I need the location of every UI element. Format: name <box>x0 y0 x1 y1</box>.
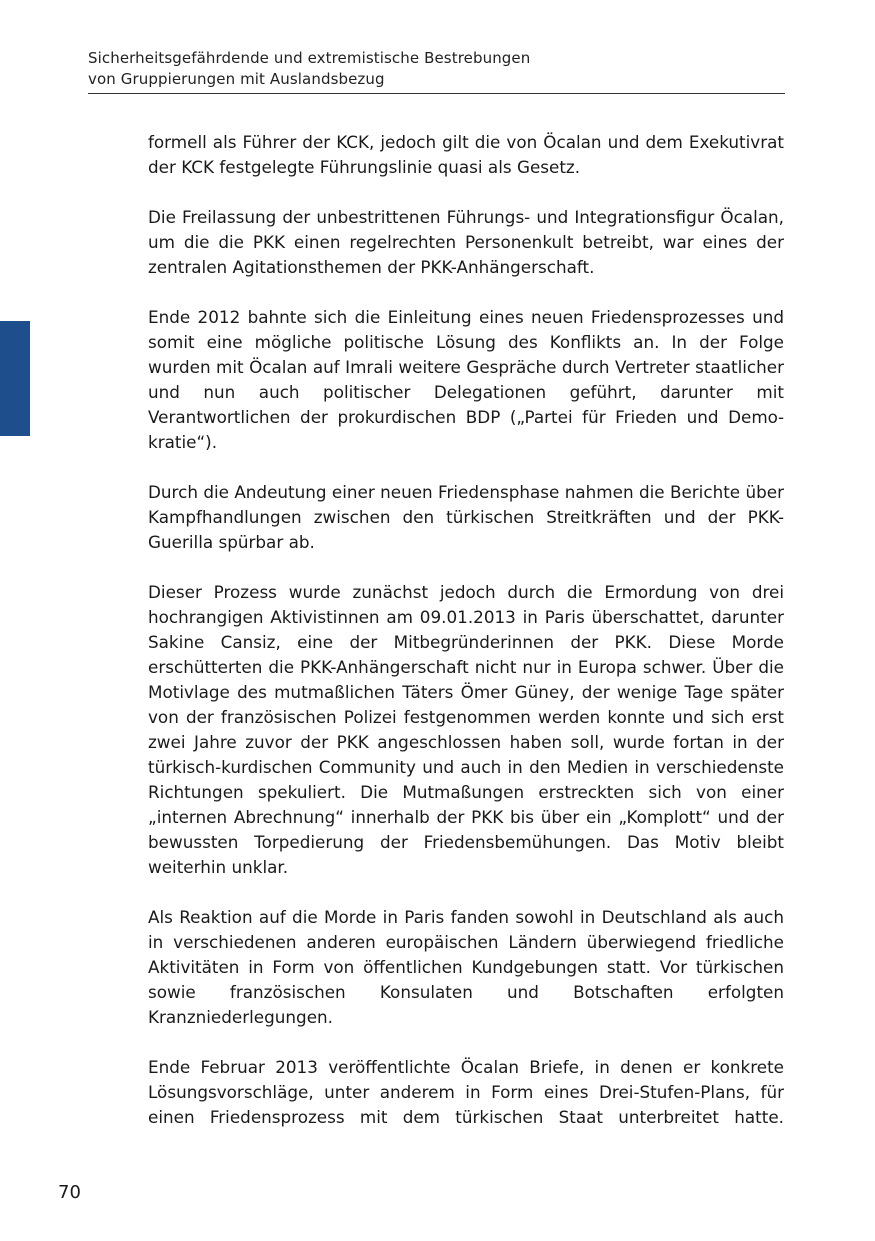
paragraph: Dieser Prozess wurde zunächst jedoch durch die Ermordung von drei hochrangigen Aktivistinnen am 09.01.2013 in Paris überschattet, darunter Sakine Cansiz, eine der Mitbegründerinnen der PKK. Diese Morde erschütterten die PKK-Anhängerschaft nicht nur in Europa schwer. Über die Motivlage des mutmaßlichen Täters Ömer Güney, der wenige Tage später von der französischen Polizei festgenommen werden konnte und sich erst zwei Jahre zuvor der PKK angeschlossen haben soll, wurde fortan in der türkisch-kurdischen Community und auch in den Medien in verschiedenste Richtungen spekuliert. Die Mutmaßungen erstreckten sich von einer „internen Abrechnung“ innerhalb der PKK bis über ein „Komplott“ und der bewussten Torpedierung der Friedensbemühungen. Das Motiv bleibt weiterhin unklar. <box>148 582 784 877</box>
running-header-line-2: von Gruppierungen mit Auslandsbezug <box>88 70 385 88</box>
paragraph: formell als Führer der KCK, jedoch gilt die von Öcalan und dem Exekutivrat der KCK festgelegte Führungslinie quasi als Gesetz. <box>148 132 784 177</box>
paragraph: Die Freilassung der unbestrittenen Führungs- und Integrationsfigur Öcalan, um die die PKK einen regelrechten Personenkult betreibt, war eines der zentralen Agitationsthemen der PKK-Anhängerschaft. <box>148 207 784 277</box>
paragraph: Ende Februar 2013 veröffentlichte Öcalan Briefe, in denen er konkrete Lösungsvorschläge, unter anderem in Form eines Drei-Stufen-Plans, für einen Friedensprozess mit dem türkischen Staat unterbreitet hatte. <box>148 1057 784 1127</box>
header-divider <box>88 93 785 94</box>
running-header-line-1: Sicherheitsgefährdende und extremistische Bestrebungen <box>88 49 531 67</box>
running-header <box>88 48 785 90</box>
chapter-side-tab <box>0 321 30 436</box>
body-text <box>148 130 784 1155</box>
paragraph: Ende 2012 bahnte sich die Einleitung eines neuen Friedensprozesses und somit eine mögliche politische Lösung des Konflikts an. In der Folge wurden mit Öcalan auf Imrali weitere Gespräche durch Vertreter staatlicher und nun auch politischer Delegationen geführt, darunter mit Verantwortlichen der prokurdischen BDP („Partei für Frieden und Demokratie“). <box>148 307 784 452</box>
page-number: 70 <box>58 1182 81 1203</box>
paragraph: Durch die Andeutung einer neuen Friedensphase nahmen die Berichte über Kampfhandlungen zwischen den türkischen Streitkräften und der PKK-Guerilla spürbar ab. <box>148 482 784 552</box>
paragraph: Als Reaktion auf die Morde in Paris fanden sowohl in Deutschland als auch in verschiedenen anderen europäischen Ländern überwiegend friedliche Aktivitäten in Form von öffentlichen Kundgebungen statt. Vor türkischen sowie französischen Konsulaten und Botschaften erfolgten Kranzniederlegungen. <box>148 907 784 1027</box>
